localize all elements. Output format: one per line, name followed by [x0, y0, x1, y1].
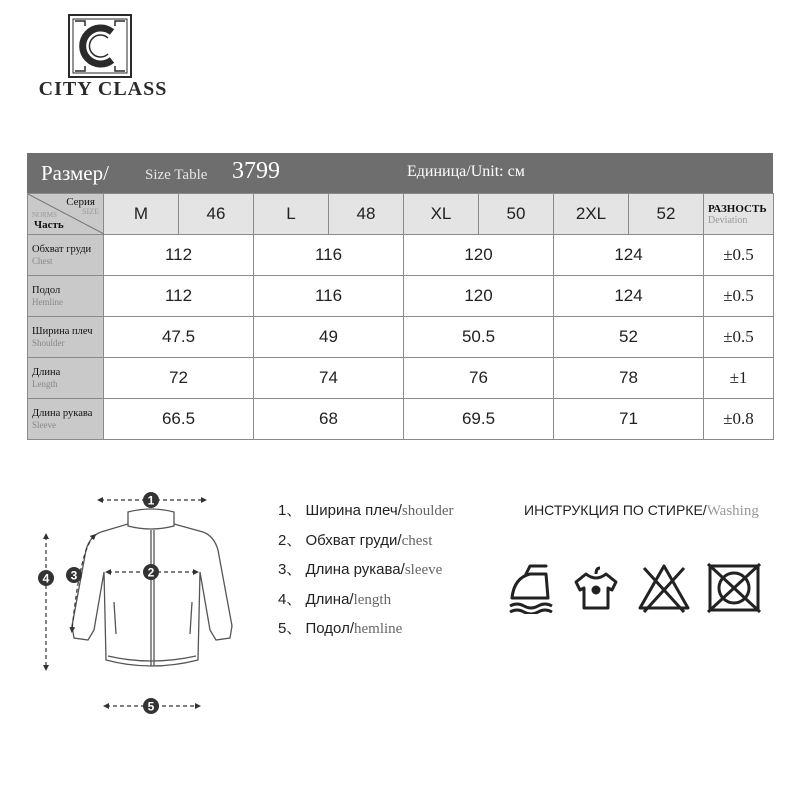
table-cell: 52	[554, 317, 704, 358]
row-label-ru: Подол	[32, 284, 61, 296]
deviation-cell: ±0.5	[704, 276, 774, 317]
legend-en: shoulder	[401, 503, 454, 519]
table-row-hemline	[28, 276, 774, 317]
size-norm: 52	[629, 194, 704, 235]
table-title-ru: Размер/	[41, 161, 109, 185]
row-label	[28, 399, 104, 440]
size-norm: 50	[479, 194, 554, 235]
table-cell: 120	[404, 276, 554, 317]
washing-title-ru: ИНСТРУКЦИЯ ПО СТИРКЕ/	[524, 502, 707, 518]
legend-ru: Длина рукава/	[305, 561, 405, 578]
svg-text:1: 1	[147, 493, 155, 508]
table-cell: 112	[104, 235, 254, 276]
legend-en: sleeve	[404, 562, 443, 578]
marker-2	[143, 564, 159, 580]
marker-1	[143, 492, 159, 508]
size-norm: 46	[179, 194, 254, 235]
size-letter: M	[104, 194, 179, 235]
svg-text:5: 5	[147, 699, 155, 714]
legend-item	[278, 618, 454, 648]
size-table	[27, 193, 774, 440]
legend-item	[278, 589, 454, 619]
legend-ru: Длина/	[305, 590, 354, 608]
table-cell: 116	[254, 276, 404, 317]
svg-text:4: 4	[42, 571, 50, 586]
no-tumble-dry-icon	[704, 562, 764, 614]
row-label	[28, 276, 104, 317]
row-label-en: Chest	[32, 255, 53, 266]
table-cell: 112	[104, 276, 254, 317]
corner-series: Серия	[66, 196, 95, 208]
washing-title	[524, 502, 759, 520]
table-row-shoulder	[28, 317, 774, 358]
size-norm: 48	[329, 194, 404, 235]
no-bleach-icon	[636, 562, 692, 614]
legend-num: 5、	[278, 620, 302, 637]
row-label-en: Shoulder	[32, 337, 65, 348]
legend-ru: Обхват груди/	[305, 531, 402, 549]
unit-label: Единица/Unit: см	[407, 163, 525, 180]
legend-en: hemline	[354, 621, 403, 637]
corner-part: Часть	[34, 219, 64, 231]
table-cell: 66.5	[104, 399, 254, 440]
legend-item	[278, 500, 454, 530]
jacket-diagram	[28, 480, 258, 720]
table-row-sleeve	[28, 399, 774, 440]
table-cell: 74	[254, 358, 404, 399]
brand-name: CITY CLASS	[38, 78, 168, 100]
table-title-en: Size Table	[145, 167, 208, 183]
corner-size: SIZE	[82, 207, 99, 216]
row-label-ru: Обхват груди	[32, 243, 92, 255]
corner-norms: NORMS	[32, 211, 57, 219]
legend-num: 1、	[278, 502, 302, 519]
brand-logo	[68, 14, 132, 78]
washing-title-en: Washing	[706, 503, 759, 519]
size-table-header	[27, 153, 773, 193]
svg-text:2: 2	[147, 565, 155, 580]
table-cell: 116	[254, 235, 404, 276]
marker-5	[143, 698, 159, 714]
size-letter: XL	[404, 194, 479, 235]
hang-dry-icon	[570, 562, 622, 614]
measure-lines	[46, 500, 204, 706]
marker-4	[38, 570, 54, 586]
table-cell: 69.5	[404, 399, 554, 440]
row-label-ru: Ширина плеч	[32, 325, 93, 337]
size-header-row	[28, 194, 774, 235]
table-row-chest	[28, 235, 774, 276]
legend-item	[278, 559, 454, 589]
table-cell: 76	[404, 358, 554, 399]
legend-ru: Ширина плеч/	[305, 502, 402, 519]
svg-text:3: 3	[70, 568, 78, 583]
table-cell: 120	[404, 235, 554, 276]
row-label	[28, 235, 104, 276]
table-corner-cell	[28, 194, 104, 235]
legend-ru: Подол/	[305, 620, 354, 637]
deviation-header	[704, 194, 774, 235]
legend-item	[278, 530, 454, 560]
deviation-cell: ±0.5	[704, 235, 774, 276]
measurement-legend	[278, 500, 454, 648]
deviation-cell: ±0.5	[704, 317, 774, 358]
iron-low-heat-icon	[504, 562, 556, 614]
table-cell: 50.5	[404, 317, 554, 358]
table-cell: 124	[554, 235, 704, 276]
row-label-en: Length	[32, 378, 58, 389]
deviation-header-ru: РАЗНОСТЬ	[708, 202, 767, 215]
row-label-en: Hemline	[32, 296, 63, 307]
size-letter: 2XL	[554, 194, 629, 235]
legend-num: 3、	[278, 561, 302, 578]
table-cell: 47.5	[104, 317, 254, 358]
deviation-cell: ±1	[704, 358, 774, 399]
table-cell: 124	[554, 276, 704, 317]
row-label	[28, 358, 104, 399]
deviation-cell: ±0.8	[704, 399, 774, 440]
row-label-ru: Длина рукава	[32, 407, 93, 419]
row-label-en: Sleeve	[32, 419, 56, 430]
jacket-outline	[72, 509, 232, 666]
table-cell: 72	[104, 358, 254, 399]
table-cell: 78	[554, 358, 704, 399]
row-label	[28, 317, 104, 358]
table-cell: 49	[254, 317, 404, 358]
table-cell: 68	[254, 399, 404, 440]
legend-num: 2、	[278, 531, 302, 549]
model-number: 3799	[232, 158, 280, 184]
size-letter: L	[254, 194, 329, 235]
deviation-header-en: Deviation	[708, 214, 748, 226]
table-cell: 71	[554, 399, 704, 440]
marker-3	[66, 567, 82, 583]
legend-en: length	[353, 591, 392, 608]
table-row-length	[28, 358, 774, 399]
legend-num: 4、	[278, 590, 302, 608]
row-label-ru: Длина	[32, 366, 61, 378]
legend-en: chest	[401, 532, 433, 549]
